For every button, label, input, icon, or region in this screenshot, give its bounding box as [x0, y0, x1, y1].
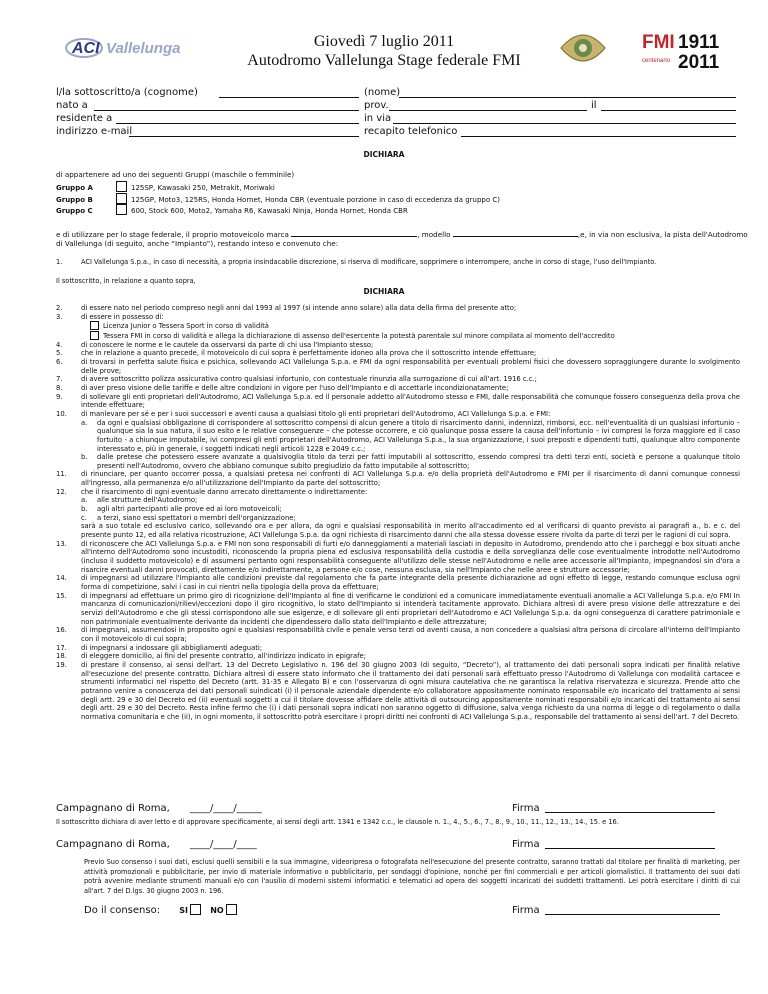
clause-10-a: a. da ogni e qualsiasi obbligazione di corrispondere al sottoscritto compensi di alcun genere a titolo di risarcimento danni, indennizzi, rimborsi, ecc. nell'eventualità di un qualsiasi infortunio – qualunque sia la sua natura, il suo esito e le relative conseguenze – che potesse occorrere, e ciò qualunque possa essere la causa dell'infortunio – ivi compresi la forza maggiore ed il caso fortuito - a chiunque imputabile, ivi compresi gli enti proprietari dell'Autodromo, ACI Vallelunga S.p.a., la sua organizzazione, i suoi preposti e dipendenti tutti, qualunque altro componente interessato e, più in generale, i soggetti indicati negli articoli 1228 e 2049 c.c.; — [81, 418, 740, 453]
clause-14: 14. di impegnarsi ad utilizzare l'Impianto alle condizioni previste dal regolamento che fa parte integrante della presente dichiarazione ad ogni effetto di legge, restando comunque esclusa ogni forma di competizione, salvi i casi in cui rientri nella tipologia della prova da effettuare; — [56, 574, 740, 591]
sign2-place: Campagnano di Roma, — [56, 839, 170, 850]
clause-18: 18. di eleggere domicilio, ai fini del presente contratto, all'indirizzo indicato in epigrafe; — [56, 652, 367, 661]
group-a-label: Gruppo A — [56, 184, 93, 192]
born-label: nato a — [56, 100, 88, 111]
row-contact — [56, 125, 736, 139]
usage-text-c: ,e, in via non esclusiva, la pista dell'Autodromo — [577, 230, 748, 239]
consent-signature-field[interactable] — [545, 914, 720, 915]
phone-field[interactable] — [461, 136, 736, 137]
group-b-label: Gruppo B — [56, 196, 93, 204]
consent-si-label: SI — [179, 906, 189, 915]
clause-13: 13. di riconoscere che ACI Vallelunga S.p.a. e FMI non sono responsabili di furti e/o danneggiamenti a materiali lasciati in deposito in Autodromo, prendendo atto che i parcheggi e box situati anche all'interno dell'Autodromo sono incustoditi, riconoscendo la propria piena ed esclusiva responsabilità della custodia e della sorveglianza delle cose eventualmente introdotte nell'Autodromo (incluso il suddetto motoveicolo) e di assumersi pertanto ogni responsabilità conseguente all'utilizzo delle stesse nell'Autodromo e nelle aree accessorie all'Impianto, impegnandosi sin d'ora a risarcire eventuali danni provocati, direttamente e/o indirettamente, a persone e/o cose, nessuna esclusa, sia nell'Impianto che nelle aree e strutture accessorie; — [56, 539, 740, 574]
clause-12-tail: sarà a suo totale ed esclusivo carico, sollevando ora e per allora, da ogni e qualsiasi responsabilità in merito all'accadimento ed al verificarsi di quanto previsto ai paragrafi a., b. e c. del presente punto 12, ed alla relativa ricostruzione, ACI Vallelunga S.p.a. da ogni richiesta di risarcimento danni che alla stessa dovesse essere rivolta da parte di terzi per le ragioni di cui sopra. — [81, 522, 740, 540]
sign2-date-field[interactable]: ____/____/____ — [190, 839, 257, 850]
sottoscritto-relazione: Il sottoscritto, in relazione a quanto sopra, — [56, 277, 196, 285]
clause-12-c: c. a terzi, siano essi spettatori o membri dell'organizzazione; — [81, 513, 296, 522]
consent-firma-label: Firma — [512, 905, 540, 916]
surname-label: l/la sottoscritto/a (cognome) — [56, 87, 198, 98]
clause-7: 7. di avere sottoscritto polizza assicurativa contro qualsiasi infortunio, con contestuale rinunzia alla surrogazione di cui all'art. 1916 c.c.; — [56, 375, 537, 384]
logo-subtext: centenario — [642, 58, 671, 64]
header-title-date: Giovedì 7 luglio 2011 — [313, 33, 455, 50]
clause-12-a: a. alle strutture dell'Autodromo; — [81, 496, 198, 505]
dichiara-heading-2: DICHIARA — [363, 287, 405, 296]
license-option-2: Tessera FMI in corso di validità e allega la dichiarazione di assenso dell'esercente la potestà parentale sul minore compilata al momento dell'accredito — [56, 331, 740, 341]
group-a-text: 125SP, Kawasaki 250, Metrakit, Moriwaki — [131, 184, 275, 192]
clause-8: 8. di aver preso visione delle tariffe e delle altre condizioni in vigore per l'uso dell'Impianto e di accettarle incondizionatamente; — [56, 383, 509, 392]
clause-5: 5. che in relazione a quanto precede, il motoveicolo di cui sopra è perfettamente idoneo alla prova che il sottoscritto intende effettuare; — [56, 349, 537, 358]
fmi-emblem-logo — [557, 26, 609, 70]
clauses-list — [56, 304, 740, 722]
consent-row — [84, 904, 284, 918]
group-b-checkbox[interactable] — [116, 193, 127, 204]
usage-line-2: di Vallelunga (di seguito, anche “Impianto”), restando inteso e convenuto che: — [56, 239, 339, 248]
point-1 — [56, 258, 740, 268]
privacy-marketing-text: Previo Suo consenso i suoi dati, esclusi quelli sensibili e la sua immagine, videoripresa o fotografata nell'esecuzione del presente contratto, saranno trattati dal titolare per finalità di marketing, per attività promozionali e pubblicitarie, per invio di materiale informativo o pubblicitario, per sondaggi d'opinione, nonché per fini commerciali e per articoli giornalistici. Il trattamento dei suoi dati potrà avvenire mediante strumenti manuali e/o con l'ausilio di moderni sistemi informatici e telematici ad opera dei soggetti incaricati dei suddetti trattamenti. Lei potrà esercitare i diritti di cui all'art. 7 del D.lgs. 30 giugno 2003 n. 196. — [84, 858, 740, 895]
clause-4: 4. di conoscere le norme e le cautele da osservarsi da parte di chi usa l'Impianto stesso; — [56, 340, 374, 349]
usage-text-b: , modello — [417, 230, 451, 239]
birthplace-field[interactable] — [94, 110, 359, 111]
residence-field[interactable] — [116, 123, 359, 124]
clause-9: 9. di sollevare gli enti proprietari dell'Autodromo, ACI Vallelunga S.p.a. ed il personale addetto all'Autodromo stesso e FMI, dalle responsabilità che comunque fossero conseguenza della prova che intende effettuare; — [56, 392, 740, 410]
birth-date-field[interactable] — [601, 110, 736, 111]
consent-no-checkbox[interactable] — [226, 904, 237, 915]
row-residence — [56, 112, 736, 126]
usage-text-a: e di utilizzare per lo stage federale, il proprio motoveicolo marca — [56, 230, 289, 239]
name-field[interactable] — [399, 97, 736, 98]
clause-12-b: b. agli altri partecipanti alle prove ed ai loro motoveicoli; — [81, 505, 282, 514]
sign2-firma-label: Firma — [512, 839, 540, 850]
clause-17: 17. di impegnarsi a indossare gli abbigliamenti adeguati; — [56, 643, 263, 652]
point-1-text: ACI Vallelunga S.p.a., in caso di necessità, a propria insindacabile discrezione, si riserva di modificare, sopprimere o interrompere, anche in corso di stage, l'uso dell'Impianto. — [81, 258, 657, 266]
sign1-signature-field[interactable] — [545, 812, 715, 813]
group-c-row — [56, 204, 736, 216]
point-1-number: 1. — [56, 258, 63, 266]
email-label: indirizzo e-mail — [56, 126, 133, 137]
il-label: il — [591, 100, 597, 111]
clause-19: 19. di prestare il consenso, ai sensi dell'art. 13 del Decreto Legislativo n. 196 del 30 giugno 2003 (di seguito, “Decreto”), al trattamento dei dati personali sopra indicati per finalità relative all'esecuzione del presente contratto. Dichiara altresì di essere stato informato che il trattamento dei dati personali sarà effettuato presso l'Autodromo di Vallelunga con modalità cartacee e strumenti informatici nel rispetto del Decreto (artt. 31-35 e Allegato B) e con l'osservanza di ogni misura cautelativa che ne garantisca la relativa riservatezza e sicurezza. Prende atto che potranno venire a conoscenza dei dati personali suindicati (i) il personale aziendale dipendente e/o collaboratore appositamente nominato responsabile e/o incaricato del trattamento ai sensi degli artt. 29 e 30 del Decreto ed (ii) eventuali soggetti a cui il titolare dovesse affidare delle attività di outsourcing appositamente nominati responsabili e/o incaricati del trattamento ai sensi degli artt. 29 e 30 del Decreto. Resta infine fermo che (i) i dati personali sopra indicati non saranno oggetto di diffusione, salva venga richiesto da una norma di legge o di regolamento o dalla normativa comunitaria e che (ii), in ogni momento, il sottoscritto potrà esercitare i propri diritti nei confronti di ACI Vallelunga S.p.a., responsabile del trattamento ai sensi dell'art. 7 del Decreto. — [56, 660, 740, 721]
name-label: (nome) — [364, 87, 401, 98]
consent-label: Do il consenso: — [84, 905, 161, 916]
resident-label: residente a — [56, 113, 113, 124]
license-option-1: Licenza Junior o Tessera Sport in corso di validità — [56, 321, 740, 331]
approval-clauses-text: Il sottoscritto dichiara di aver letto e di approvare specificamente, ai sensi degli artt. 1341 e 1342 c.c., le clausole n. 1., 4., 5., 6., 7., 8., 9., 10., 11., 12., 13., 14., 15. e 16. — [56, 818, 619, 826]
dichiara-heading-1: DICHIARA — [363, 150, 405, 159]
clause-10-b: b. dalle pretese che potessero essere avanzate a qualsivoglia titolo da terzi per fatti imputabili al sottoscritto, essendo compresi tra detti terzi enti, società e persone a qualunque titolo presenti nell'Autodromo, ovvero che abbiano comunque subito pregiudizio da fatto imputabile al sottoscritto; — [81, 453, 740, 470]
sign1-firma-label: Firma — [512, 803, 540, 814]
groups-intro: di appartenere ad uno dei seguenti Gruppi (maschile o femminile) — [56, 170, 295, 179]
clause-15: 15. di impegnarsi ad effettuare un primo giro di ricognizione dell'Impianto al fine di verificarne le condizioni ed a comunicare immediatamente eventuali anomalie a ACI Vallelunga S.p.a. e/o FMI In mancanza di comunicazioni/rilievi/eccezioni dopo il giro ricognitivo, lo stato dell'Impianto si intenderà tacitamente approvato. Dichiara altresì di avere preso visione delle attrezzature e dei servizi dell'Autodromo e che gli stessi corrispondono alle sue esigenze, e di sollevare gli enti proprietari dell'Autodromo e ACI Vallelunga S.p.a. da ogni conseguenza di carattere patrimoniale e non patrimoniale eventualmente derivante da incidenti che dipendessero dallo stato dell'Impianto e delle attrezzature; — [56, 591, 740, 626]
prov-label: prov. — [364, 100, 389, 111]
clause-10: 10. di manlevare per sé e per i suoi successori e aventi causa a qualsiasi titolo gli enti proprietari dell'Autodromo, ACI Vallelunga S.p.a. e FMI: a. da ogni e qualsiasi obbligazione di corrispondere al sottoscritto compensi di alcun genere a titolo di risarcimento danni, indennizzi, rimborsi, ecc. nell'eventualità di un qualsiasi infortunio – qualunque sia la sua natura, il suo esito e le relative conseguenze – che potesse occorrere, e ciò qualunque possa essere la causa dell'infortunio – ivi compresi la forza maggiore ed il caso fortuito - a chiunque imputabile, ivi compresi gli enti proprietari dell'Autodromo, ACI Vallelunga S.p.a., la sua organizzazione, i suoi preposti e dipendenti tutti, qualunque altro componente interessato e, più in generale, i soggetti indicati negli articoli 1228 e 2049 c.c.; b. dalle pretese che potessero essere avanzate a qualsivoglia titolo da terzi per fatti imputabili al sottoscritto, essendo compresi tra detti terzi enti, società e persone a qualunque titolo presenti nell'Autodromo, ovvero che abbiano comunque subito pregiudizio da fatto imputabile al sottoscritto; — [56, 409, 740, 470]
row-surname-name — [56, 86, 736, 100]
fmi-centenary-logo — [642, 28, 724, 74]
email-field[interactable] — [129, 136, 359, 137]
clause-3: 3. di essere in possesso di: — [56, 312, 164, 321]
group-a-checkbox[interactable] — [116, 181, 127, 192]
clause-2: 2. di essere nato nel periodo compreso negli anni dal 1993 al 1997 (si intende anno solare) alla data della firma del presente atto; — [56, 304, 517, 312]
group-b-text: 125GP, Moto3, 125RS, Honda Hornet, Honda CBR (eventuale porzione in caso di eccedenza da gruppo C) — [131, 196, 501, 204]
clause-6: 6. di trovarsi in perfetta salute fisica e psichica, sollevando ACI Vallelunga S.p.a. e FMI da ogni responsabilità per eventuali problemi fisici che dovessero sopraggiungere durante lo svolgimento delle prove; — [56, 357, 740, 375]
sign1-place: Campagnano di Roma, — [56, 803, 170, 814]
logo-fmi-text: FMI — [642, 32, 675, 53]
street-field[interactable] — [393, 123, 736, 124]
svg-text:ACI: ACI — [72, 40, 100, 57]
consent-no-label: NO — [210, 906, 224, 915]
birth-prov-field[interactable] — [389, 110, 587, 111]
logo-years-top: 1911 — [678, 32, 720, 53]
logo-left-text: Vallelunga — [106, 40, 181, 57]
group-c-label: Gruppo C — [56, 207, 93, 215]
license-option-1-checkbox[interactable] — [90, 321, 99, 330]
row-birth — [56, 99, 736, 113]
clause-12: 12. che il risarcimento di ogni eventuale danno arrecato direttamente o indirettamente: a. alle strutture dell'Autodromo; b. agli altri partecipanti alle prove ed ai loro motoveicoli; c. a terzi, siano essi spettatori o membri dell'organizzazione; sarà a suo totale ed esclusivo carico, sollevando ora e per allora, da ogni e qualsiasi responsabilità in merito all'accadimento ed al verificarsi di quanto previsto ai paragrafi a., b. e c. del presente punto 12, ed alla relativa ricostruzione, ACI Vallelunga S.p.a. da ogni richiesta di risarcimento danni che alla stessa dovesse essere rivolta da parte di terzi per le ragioni di cui sopra. — [56, 487, 740, 540]
brand-field[interactable] — [291, 228, 417, 237]
sign1-date-field[interactable]: ____/____/_____ — [190, 803, 262, 814]
header-title-event: Autodromo Vallelunga Stage federale FMI — [247, 52, 521, 69]
clause-11: 11. di rinunciare, per quanto occorrer possa, a qualsiasi pretesa nei confronti di ACI Vallelunga S.p.a. e/o della proprietà dell'Autodromo e FMI per il risarcimento di danni comunque connessi all'ingresso, alla permanenza e/o all'utilizzazione dell'Impianto da parte del sottoscritto; — [56, 470, 740, 488]
phone-label: recapito telefonico — [364, 126, 458, 137]
sign2-signature-field[interactable] — [545, 848, 715, 849]
logo-years-bottom: 2011 — [678, 52, 720, 73]
clause-16: 16. di impegnarsi, assumendosi in proposito ogni e qualsiasi responsabilità civile e penale verso terzi od aventi causa, a non concedere a qualsiasi altra persona di circolare all'interno dell'Impianto con il motoveicolo di cui sopra; — [56, 626, 740, 643]
via-label: in via — [364, 113, 392, 124]
group-a-row — [56, 181, 736, 193]
group-c-text: 600, Stock 600, Moto2, Yamaha R6, Kawasaki Ninja, Honda Hornet, Honda CBR — [131, 207, 408, 215]
group-c-checkbox[interactable] — [116, 204, 127, 215]
model-field[interactable] — [453, 228, 578, 237]
consent-si-checkbox[interactable] — [190, 904, 201, 915]
license-option-2-checkbox[interactable] — [90, 331, 99, 340]
surname-field[interactable] — [219, 97, 359, 98]
